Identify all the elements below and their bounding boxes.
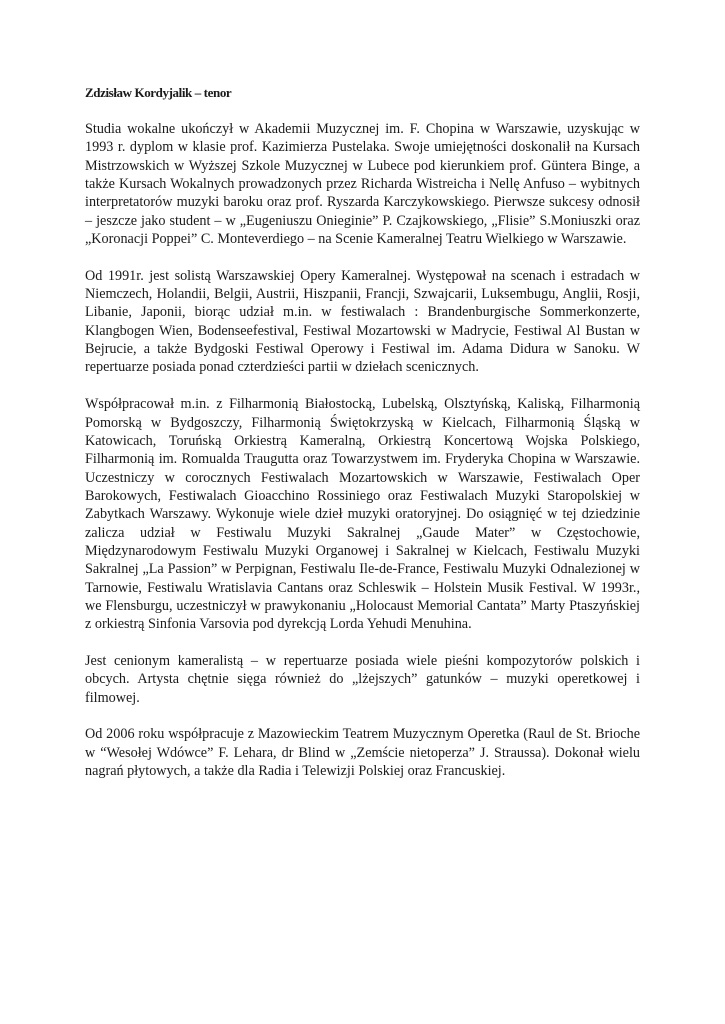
paragraph-chamber-music: Jest cenionym kameralistą – w repertuarze posiada wiele pieśni kompozytorów polskich i obcych. Artysta chętnie sięga również do „lżejszych” gatunków – muzyki operetkowej i filmowej. <box>85 652 640 706</box>
paragraph-career: Od 1991r. jest solistą Warszawskiej Opery Kameralnej. Występował na scenach i estradach w Niemczech, Holandii, Belgii, Austrii, Hiszpanii, Francji, Szwajcarii, Luksembugu, Anglii, Rosji, Libanie, Japonii, biorąc udział m.in. w festiwalach : Brandenburgische Sommerkonzerte, Klangbogen Wien, Bodenseefestival, Festiwal Mozartowski w Madrycie, Festiwal Al Bustan w Bejrucie, a także Bydgoski Festiwal Operowy i Festiwal im. Adama Didura w Sanoku. W repertuarze posiada ponad czterdzieści partii w dziełach scenicznych. <box>85 267 640 376</box>
paragraph-education: Studia wokalne ukończył w Akademii Muzycznej im. F. Chopina w Warszawie, uzyskując w 1993 r. dyplom w klasie prof. Kazimierza Pustelaka. Swoje umiejętności doskonalił na Kursach Mistrzowskich w Wyższej Szkole Muzycznej w Lubece pod kierunkiem prof. Güntera Binge, a także Kursach Wokalnych prowadzonych przez Richarda Wistreicha i Nellę Anfuso – wybitnych interpretatorów muzyki baroku oraz prof. Ryszarda Karczykowskiego. Pierwsze sukcesy odnosił – jeszcze jako student – w „Eugeniuszu Onieginie” P. Czajkowskiego, „Flisie” S.Moniuszki oraz „Koronacji Poppei” C. Monteverdiego – na Scenie Kameralnej Teatru Wielkiego w Warszawie. <box>85 121 640 248</box>
document-title: Zdzisław Kordyjalik – tenor <box>85 85 232 100</box>
paragraph-collaborations: Współpracował m.in. z Filharmonią Białostocką, Lubelską, Olsztyńską, Kaliską, Filharmonią Pomorską w Bydgoszczy, Filharmonią Świętokrzyską w Kielcach, Filharmonią Śląską w Katowicach, Toruńską Orkiestrą Kameralną, Orkiestrą Koncertową Wojska Polskiego, Filharmonią im. Romualda Traugutta oraz Towarzystwem im. Fryderyka Chopina w Warszawie. Uczestniczy w corocznych Festiwalach Mozartowskich w Warszawie, Festiwalach Oper Barokowych, Festiwalach Gioacchino Rossiniego oraz Festiwalach Muzyki Staropolskiej w Zabytkach Warszawy. Wykonuje wiele dzieł muzyki oratoryjnej. Do osiągnięć w tej dziedzinie zalicza udział w Festiwalu Muzyki Sakralnej „Gaude Mater” w Częstochowie, Międzynarodowym Festiwalu Muzyki Organowej i Sakralnej w Kielcach, Festiwalu Muzyki Sakralnej „La Passion” w Perpignan, Festiwalu Ile-de-France, Festiwalu Muzyki Odnalezionej w Tarnowie, Festiwalu Wratislavia Cantans oraz Schleswik – Holstein Musik Festival. W 1993r., we Flensburgu, uczestniczył w prawykonaniu „Holocaust Memorial Cantata” Marty Ptaszyńskiej z orkiestrą Sinfonia Varsovia pod dyrekcją Lorda Yehudi Menuhina. <box>85 396 640 633</box>
paragraph-operetta: Od 2006 roku współpracuje z Mazowieckim Teatrem Muzycznym Operetka (Raul de St. Brioche w “Wesołej Wdówce” F. Lehara, dr Blind w „Zemście nietoperza” J. Straussa). Dokonał wielu nagrań płytowych, a także dla Radia i Telewizji Polskiej oraz Francuskiej. <box>85 726 640 780</box>
document-page <box>85 84 640 799</box>
